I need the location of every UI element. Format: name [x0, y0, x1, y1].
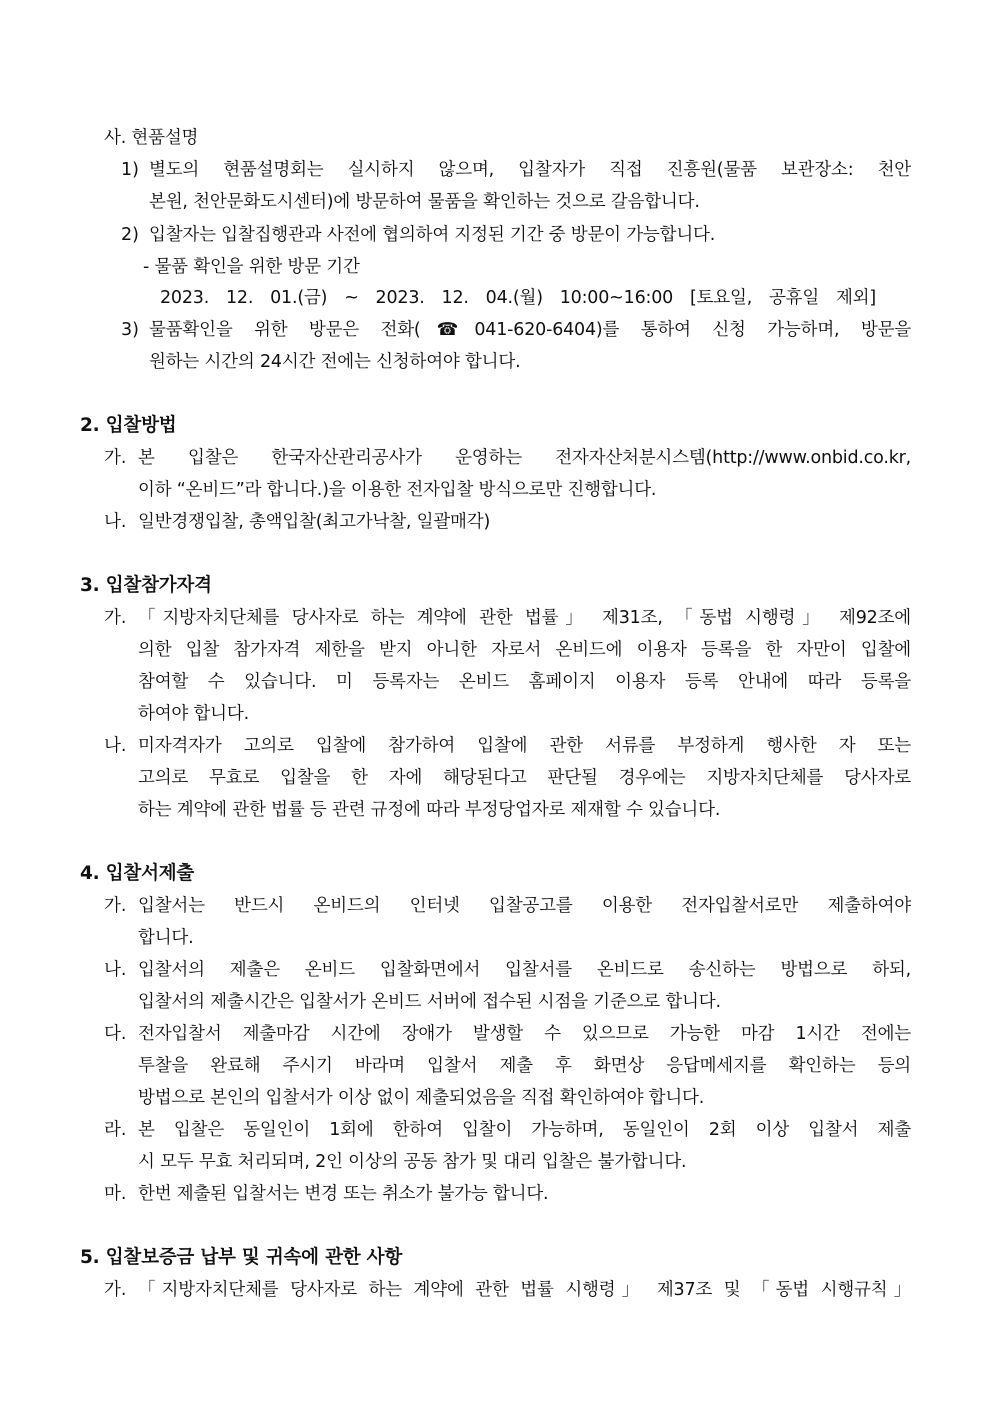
section-heading: 4. 입찰서제출 [80, 863, 195, 884]
paragraph-line: 본 입찰은 한국자산관리공사가 운영하는 전자자산처분시스템(http://www.onbid.co.kr, [138, 448, 911, 468]
paragraph-line: 입찰서의 제출시간은 입찰서가 온비드 서버에 접수된 시점을 기준으로 합니다. [138, 992, 721, 1012]
item-marker: 가. [104, 608, 127, 628]
paragraph-line: 시 모두 무효 처리되며, 2인 이상의 공동 참가 및 대리 입찰은 불가합니다. [138, 1152, 687, 1172]
paragraph-line: 원하는 시간의 24시간 전에는 신청하여야 합니다. [149, 352, 521, 372]
paragraph-line: 한번 제출된 입찰서는 변경 또는 취소가 불가능 합니다. [138, 1184, 549, 1204]
section-heading: 2. 입찰방법 [80, 415, 177, 436]
paragraph-line: 전자입찰서 제출마감 시간에 장애가 발생할 수 있으므로 가능한 마감 1시간 전에는 [138, 1024, 911, 1044]
paragraph-line: 입찰자는 입찰집행관과 사전에 협의하여 지정된 기간 중 방문이 가능합니다. [149, 225, 716, 245]
subsection-title: 사. 현품설명 [104, 128, 199, 148]
paragraph-line: 「지방자치단체를 당사자로 하는 계약에 관한 법률」 제31조, 「동법 시행령」 제92조에 [138, 608, 911, 628]
item-marker: 나. [104, 960, 127, 980]
paragraph-line: 투찰을 완료해 주시기 바라며 입찰서 제출 후 화면상 응답메세지를 확인하는 등의 [138, 1056, 911, 1076]
item-marker: 라. [104, 1120, 127, 1140]
item-marker: 가. [104, 448, 127, 468]
section-heading: 3. 입찰참가자격 [80, 575, 212, 596]
paragraph-line: 합니다. [138, 928, 194, 948]
paragraph-line: 별도의 현품설명회는 실시하지 않으며, 입찰자가 직접 진흥원(물품 보관장소: 천안 [149, 160, 911, 180]
paragraph-line: 이하 “온비드”라 합니다.)을 이용한 전자입찰 방식으로만 진행합니다. [138, 480, 657, 500]
item-number: 2) [121, 225, 139, 245]
item-marker: 다. [104, 1024, 127, 1044]
item-marker: 나. [104, 736, 127, 756]
item-number: 3) [121, 320, 139, 340]
paragraph-line: 본 입찰은 동일인이 1회에 한하여 입찰이 가능하며, 동일인이 2회 이상 입찰서 제출 [138, 1120, 911, 1140]
section-heading: 5. 입찰보증금 납부 및 귀속에 관한 사항 [80, 1247, 403, 1268]
paragraph-line: 방법으로 본인의 입찰서가 이상 없이 제출되었음을 직접 확인하여야 합니다. [138, 1088, 705, 1108]
paragraph-line: 하는 계약에 관한 법률 등 관련 규정에 따라 부정당업자로 제재할 수 있습니다. [138, 800, 721, 820]
paragraph-line: 물품확인을 위한 방문은 전화(☎041-620-6404)를 통하여 신청 가능하며, 방문을 [149, 320, 911, 340]
paragraph-line: 입찰서는 반드시 온비드의 인터넷 입찰공고를 이용한 전자입찰서로만 제출하여야 [138, 896, 911, 916]
paragraph-line: 「지방자치단체를 당사자로 하는 계약에 관한 법률 시행령」 제37조 및 「동법 시행규칙」 [138, 1280, 911, 1300]
paragraph-line: 본원, 천안문화도시센터)에 방문하여 물품을 확인하는 것으로 갈음합니다. [149, 192, 700, 212]
paragraph-line: 미자격자가 고의로 입찰에 참가하여 입찰에 관한 서류를 부정하게 행사한 자 또는 [138, 736, 911, 756]
paragraph-line: 입찰서의 제출은 온비드 입찰화면에서 입찰서를 온비드로 송신하는 방법으로 하되, [138, 960, 911, 980]
item-marker: 가. [104, 896, 127, 916]
item-marker: 가. [104, 1280, 127, 1300]
item-number: 1) [121, 160, 139, 180]
visit-period: 2023. 12. 01.(금) ~ 2023. 12. 04.(월) 10:00~16:00 [토요일, 공휴일 제외] [160, 288, 876, 308]
paragraph-line: 일반경쟁입찰, 총액입찰(최고가낙찰, 일괄매각) [138, 512, 491, 532]
paragraph-line: 하여야 합니다. [138, 704, 249, 724]
item-marker: 나. [104, 512, 127, 532]
paragraph-line: 참여할 수 있습니다. 미 등록자는 온비드 홈페이지 이용자 등록 안내에 따라 등록을 [138, 672, 911, 692]
item-marker: 마. [104, 1184, 127, 1204]
paragraph-line: - 물품 확인을 위한 방문 기간 [143, 257, 360, 277]
paragraph-line: 고의로 무효로 입찰을 한 자에 해당된다고 판단될 경우에는 지방자치단체를 당사자로 [138, 768, 911, 788]
paragraph-line: 의한 입찰 참가자격 제한을 받지 아니한 자로서 온비드에 이용자 등록을 한 자만이 입찰에 [138, 640, 911, 660]
